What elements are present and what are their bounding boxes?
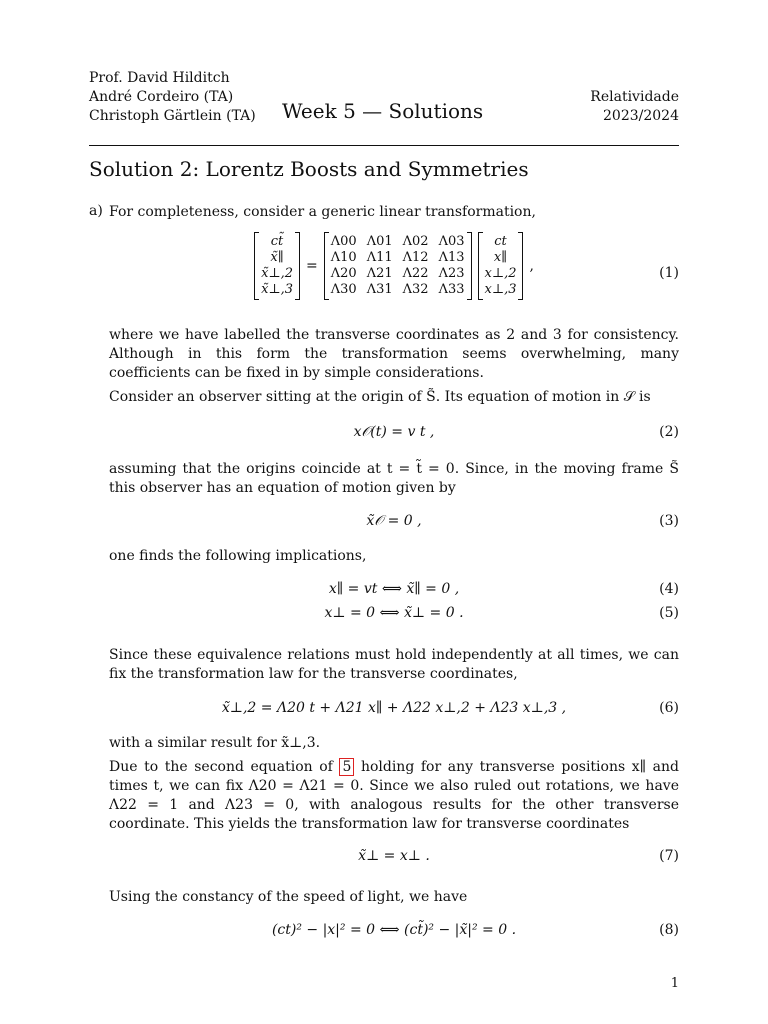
lhs-vector	[254, 232, 300, 300]
equation-expression: (ct)² − |x|² = 0 ⟺ (ct̃)² − |x̃|² = 0 .	[271, 922, 517, 938]
equation-expression: x̃⊥ = x⊥ .	[358, 848, 430, 864]
equation-number: (8)	[659, 922, 679, 938]
matrix-entry: Λ33	[438, 282, 465, 297]
equation-expression: x̃⊥,2 = Λ20 t + Λ21 x∥ + Λ22 x⊥,2 + Λ23 x⊥,3 ,	[221, 700, 567, 716]
equation-3	[109, 513, 679, 533]
equation-8	[109, 922, 679, 942]
academic-year: 2023/2024	[603, 108, 679, 124]
equation-5	[109, 605, 679, 625]
matrix-entry: Λ01	[366, 234, 393, 249]
vector-entry: ct	[494, 234, 507, 249]
paragraph	[109, 758, 679, 834]
item-label: a)	[89, 203, 103, 219]
vector-entry: x⊥,3	[484, 282, 517, 297]
matrix-entry: Λ23	[438, 266, 465, 281]
paragraph: one finds the following implications,	[109, 548, 367, 564]
matrix-entry: Λ20	[330, 266, 357, 281]
matrix-entry: Λ31	[366, 282, 393, 297]
vector-entry: x⊥,2	[484, 266, 517, 281]
equals-sign: =	[306, 258, 318, 274]
matrix-entry: Λ10	[330, 250, 357, 265]
paragraph: For completeness, consider a generic linear transformation,	[109, 204, 536, 220]
matrix-entry: Λ21	[366, 266, 393, 281]
equation-number: (5)	[659, 605, 679, 621]
vector-entry: x̃⊥,2	[261, 266, 294, 281]
equation-expression: x𝒪(t) = v t ,	[353, 424, 435, 440]
equation-number: (3)	[659, 513, 679, 529]
course-info	[590, 88, 679, 126]
vector-entry: x̃∥	[270, 250, 284, 265]
paragraph: Consider an observer sitting at the origin of S̃. Its equation of motion in 𝒮 is	[109, 389, 651, 405]
header-divider	[89, 145, 679, 146]
lambda-matrix	[324, 232, 472, 300]
author-name: Prof. David Hilditch	[89, 70, 230, 86]
equation-4	[109, 581, 679, 601]
matrix-entry: Λ32	[402, 282, 429, 297]
page-number: 1	[670, 976, 679, 991]
course-name: Relatividade	[590, 89, 679, 105]
equation-expression: x⊥ = 0 ⟺ x̃⊥ = 0 .	[324, 605, 464, 621]
equation-expression: x∥ = vt ⟺ x̃∥ = 0 ,	[328, 581, 460, 597]
paragraph: Using the constancy of the speed of light, we have	[109, 889, 468, 905]
vector-entry: ct̃	[270, 234, 284, 249]
paragraph: assuming that the origins coincide at t = t̃ = 0. Since, in the moving frame S̃ this observer has an equation of motion given by	[109, 461, 679, 496]
paragraph: with a similar result for x̃⊥,3.	[109, 735, 321, 751]
vector-entry: x∥	[493, 250, 508, 265]
equation-2	[109, 424, 679, 444]
author-name: Christoph Gärtlein (TA)	[89, 108, 256, 124]
page-header	[89, 69, 679, 129]
author-list	[89, 69, 256, 126]
equation-6	[109, 700, 679, 720]
matrix-entry: Λ00	[330, 234, 357, 249]
author-name: André Cordeiro (TA)	[89, 89, 234, 105]
matrix-entry: Λ13	[438, 250, 465, 265]
matrix-entry: Λ30	[330, 282, 357, 297]
paragraph-text: Due to the second equation of	[109, 759, 340, 775]
rhs-vector	[478, 232, 524, 300]
vector-entry: x̃⊥,3	[261, 282, 294, 297]
matrix-entry: Λ03	[438, 234, 465, 249]
matrix-entry: Λ11	[366, 250, 393, 265]
paragraph: where we have labelled the transverse coordinates as 2 and 3 for consistency. Although in this form the transformation seems overwhelming, many coefficients can be fixed in by simple considerations.	[109, 327, 679, 381]
trailing-comma: ,	[529, 258, 534, 274]
equation-number: (7)	[659, 848, 679, 864]
matrix-entry: Λ02	[402, 234, 429, 249]
equation-number: (2)	[659, 424, 679, 440]
paragraph-text: holding for any transverse positions x∥ and times t, we can fix Λ20 = Λ21 = 0. Since we also ruled out rotations, we have Λ22 = 1 and Λ23 = 0, with analogous results for the other transverse coordinate. This yields the transformation law for transverse coordinates	[109, 759, 680, 832]
matrix-entry: Λ22	[402, 266, 429, 281]
equation-expression: x̃𝒪 = 0 ,	[366, 513, 422, 529]
paragraph: Since these equivalence relations must hold independently at all times, we can fix the transformation law for the transverse coordinates,	[109, 647, 679, 682]
equation-number: (4)	[659, 581, 679, 597]
equation-number: (6)	[659, 700, 679, 716]
matrix-equation	[109, 232, 679, 300]
document-title: Week 5 — Solutions	[282, 99, 484, 123]
equation-7	[109, 848, 679, 868]
equation-1	[109, 232, 679, 314]
equation-reference-link[interactable]: 5	[339, 758, 354, 776]
section-title: Solution 2: Lorentz Boosts and Symmetries	[89, 157, 529, 181]
equation-number: (1)	[659, 265, 679, 281]
matrix-entry: Λ12	[402, 250, 429, 265]
